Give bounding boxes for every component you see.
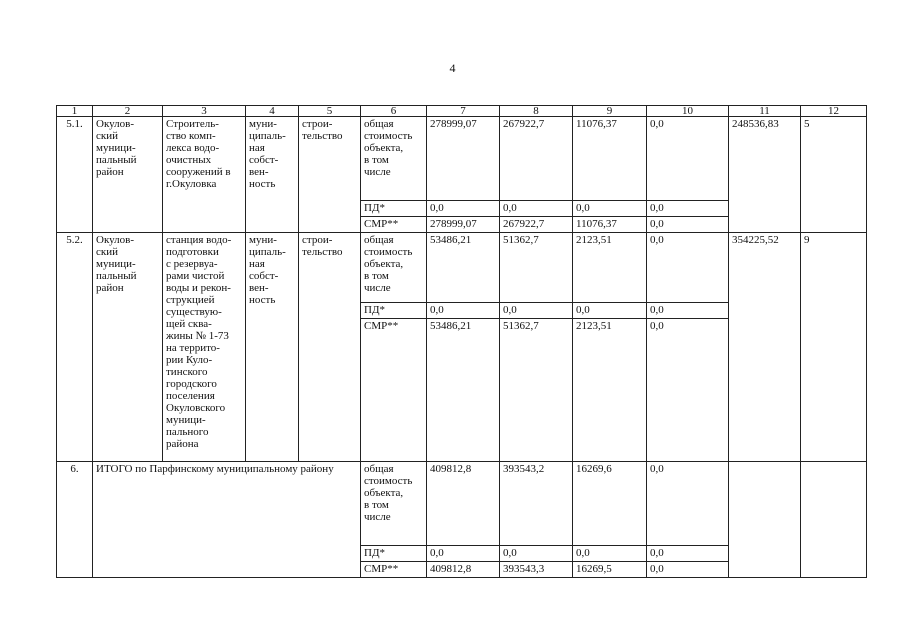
cost-label-cell: СМР** — [361, 562, 427, 578]
column-number: 12 — [801, 106, 867, 117]
total-label-cell: ИТОГО по Парфинскому муниципальному району — [93, 462, 361, 578]
column-numbers-row — [57, 106, 867, 117]
value-cell: 267922,7 — [500, 217, 573, 233]
value-cell: 51362,7 — [500, 233, 573, 303]
value-cell: 409812,8 — [427, 462, 500, 546]
value-cell: 9 — [801, 233, 867, 462]
column-number: 1 — [57, 106, 93, 117]
value-cell: 278999,07 — [427, 117, 500, 201]
value-cell: 0,0 — [500, 303, 573, 319]
object-cell: станция водо- подготовки с резервуа- рами чистой воды и рекон- струкцией существую- щей сква- жины № 1-73 на террито- рии Куло- тинского городского поселения Окуловского муници- пального района — [163, 233, 246, 462]
value-cell: 53486,21 — [427, 319, 500, 462]
column-number: 6 — [361, 106, 427, 117]
value-cell: 53486,21 — [427, 233, 500, 303]
value-cell: 5 — [801, 117, 867, 233]
value-cell: 0,0 — [647, 217, 729, 233]
value-cell: 11076,37 — [573, 117, 647, 201]
cost-label-cell: ПД* — [361, 303, 427, 319]
value-cell: 16269,5 — [573, 562, 647, 578]
cost-label-cell: ПД* — [361, 201, 427, 217]
cost-label-cell: ПД* — [361, 546, 427, 562]
table-row — [57, 233, 867, 303]
cost-label-cell: общая стоимость объекта, в том числе — [361, 233, 427, 303]
value-cell: 0,0 — [573, 303, 647, 319]
cost-label-cell: СМР** — [361, 319, 427, 462]
column-number: 7 — [427, 106, 500, 117]
column-number: 3 — [163, 106, 246, 117]
column-number: 8 — [500, 106, 573, 117]
value-cell: 267922,7 — [500, 117, 573, 201]
value-cell — [729, 462, 801, 578]
value-cell: 0,0 — [647, 303, 729, 319]
value-cell: 0,0 — [427, 546, 500, 562]
value-cell: 409812,8 — [427, 562, 500, 578]
value-cell: 278999,07 — [427, 217, 500, 233]
cost-label-cell: общая стоимость объекта, в том числе — [361, 462, 427, 546]
total-row — [57, 462, 867, 546]
column-number: 9 — [573, 106, 647, 117]
value-cell: 0,0 — [647, 233, 729, 303]
value-cell: 0,0 — [427, 201, 500, 217]
value-cell: 393543,3 — [500, 562, 573, 578]
ownership-cell: муни- ципаль- ная собст- вен- ность — [246, 117, 299, 233]
value-cell: 0,0 — [647, 546, 729, 562]
value-cell: 0,0 — [500, 546, 573, 562]
value-cell: 354225,52 — [729, 233, 801, 462]
value-cell: 2123,51 — [573, 319, 647, 462]
value-cell: 0,0 — [647, 319, 729, 462]
district-cell: Окулов- ский муници- пальный район — [93, 233, 163, 462]
value-cell: 2123,51 — [573, 233, 647, 303]
value-cell: 0,0 — [647, 462, 729, 546]
row-number: 5.2. — [57, 233, 93, 462]
value-cell: 0,0 — [573, 201, 647, 217]
object-cell: Строитель- ство комп- лекса водо- очистных сооружений в г.Окуловка — [163, 117, 246, 233]
cost-label-cell: общая стоимость объекта, в том числе — [361, 117, 427, 201]
value-cell: 0,0 — [573, 546, 647, 562]
column-number: 11 — [729, 106, 801, 117]
work-type-cell: строи- тельство — [299, 117, 361, 233]
value-cell: 0,0 — [647, 562, 729, 578]
ownership-cell: муни- ципаль- ная собст- вен- ность — [246, 233, 299, 462]
column-number: 4 — [246, 106, 299, 117]
value-cell — [801, 462, 867, 578]
value-cell: 393543,2 — [500, 462, 573, 546]
row-number: 6. — [57, 462, 93, 578]
value-cell: 0,0 — [500, 201, 573, 217]
district-cell: Окулов- ский муници- пальный район — [93, 117, 163, 233]
value-cell: 0,0 — [647, 201, 729, 217]
column-number: 2 — [93, 106, 163, 117]
work-type-cell: строи- тельство — [299, 233, 361, 462]
value-cell: 11076,37 — [573, 217, 647, 233]
cost-label-cell: СМР** — [361, 217, 427, 233]
page-number: 4 — [449, 61, 456, 75]
row-number: 5.1. — [57, 117, 93, 233]
value-cell: 16269,6 — [573, 462, 647, 546]
value-cell: 248536,83 — [729, 117, 801, 233]
column-number: 10 — [647, 106, 729, 117]
value-cell: 0,0 — [647, 117, 729, 201]
table-row — [57, 117, 867, 201]
value-cell: 51362,7 — [500, 319, 573, 462]
column-number: 5 — [299, 106, 361, 117]
value-cell: 0,0 — [427, 303, 500, 319]
cost-table — [56, 105, 867, 578]
